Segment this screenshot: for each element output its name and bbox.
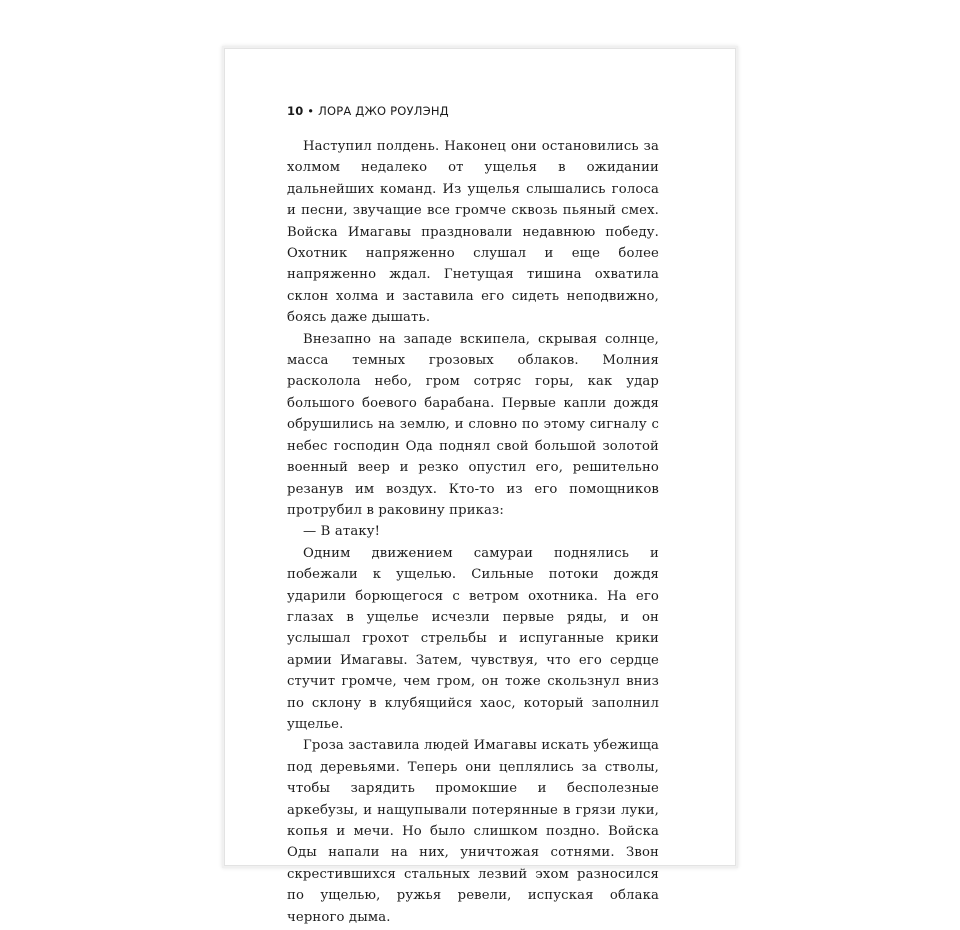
running-head (287, 104, 449, 118)
book-page (224, 48, 736, 925)
paragraph: Наступил полдень. Наконец они остановились за холмом недалеко от ущелья в ожидании дальнейших команд. Из ущелья слышались голоса и песни, звучащие все громче сквозь пьяный смех. Войска Имагавы праздновали недавнюю победу. Охотник напряженно слушал и еще более напряженно ждал. Гнетущая тишина охватила склон холма и заставила его сидеть неподвижно, боясь даже дышать. (287, 139, 659, 326)
paragraph: Внезапно на западе вскипела, скрывая солнце, масса темных грозовых облаков. Молния расколола небо, гром сотряс горы, как удар большого боевого барабана. Первые капли дождя обрушились на землю, и словно по этому сигналу с небес господин Ода поднял свой большой золотой военный веер и резко опустил его, решительно резанув им воздух. Кто-то из его помощников протрубил в раковину приказ: (287, 331, 659, 518)
dialogue-line: — В атаку! (303, 524, 381, 540)
body-text (287, 136, 659, 928)
page-number: 10 (287, 104, 304, 118)
paragraph: Гроза заставила людей Имагавы искать убежища под деревьями. Теперь они цеплялись за стволы, чтобы зарядить промокшие и бесполезные аркебузы, и нащупывали потерянные в грязи луки, копья и мечи. Но было слишком поздно. Войска Оды напали на них, уничтожая сотнями. Звон скрестившихся стальных лезвий эхом разносился по ущелью, ружья ревели, испуская облака черного дыма. (287, 738, 659, 925)
paragraph: Одним движением самураи поднялись и побежали к ущелью. Сильные потоки дождя ударили борющегося с ветром охотника. На его глазах в ущелье исчезли первые ряды, и он услышал грохот стрельбы и испуганные крики армии Имагавы. Затем, чувствуя, что его сердце стучит громче, чем гром, он тоже скользнул вниз по склону в клубящийся хаос, который заполнил ущелье. (287, 545, 659, 732)
running-head-separator: • (307, 104, 315, 118)
author-name: ЛОРА ДЖО РОУЛЭНД (318, 104, 449, 118)
